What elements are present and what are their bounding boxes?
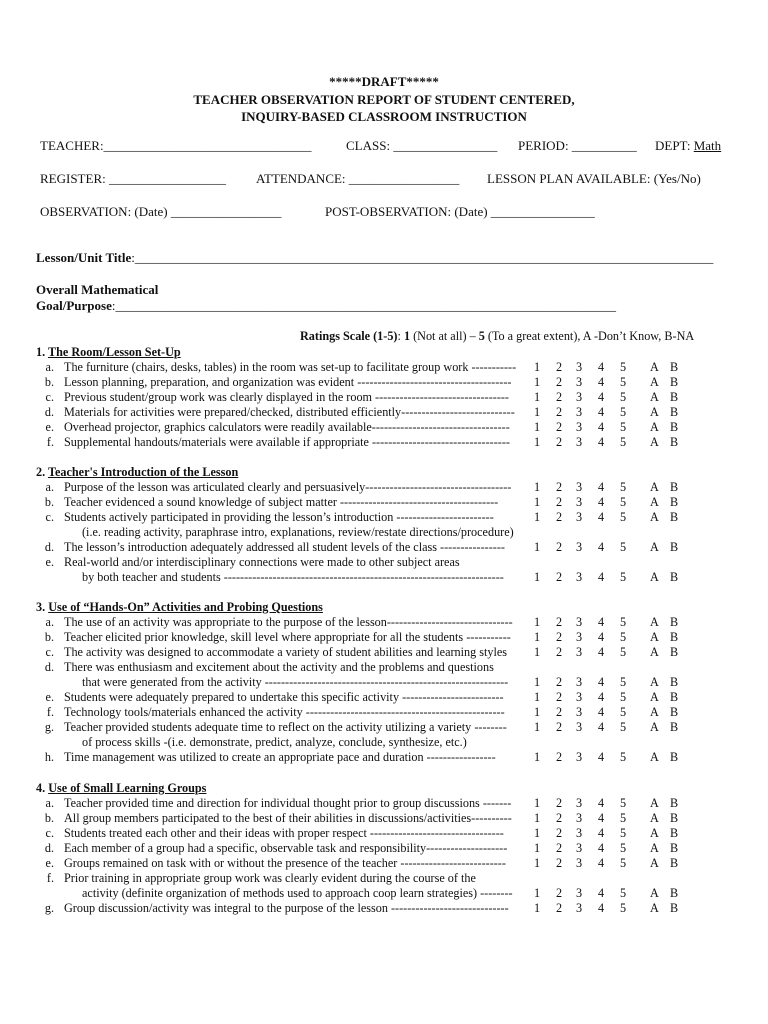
item-letter: a.	[45, 796, 54, 810]
rating-option[interactable]: 1	[534, 540, 541, 554]
rating-option[interactable]: 2	[556, 630, 563, 644]
rating-option[interactable]: 2	[556, 841, 563, 855]
section-number: 4.	[36, 781, 49, 795]
lesson-plan-field[interactable]: LESSON PLAN AVAILABLE: (Yes/No)	[487, 171, 701, 186]
rating-option[interactable]: 4	[598, 630, 605, 644]
rating-option[interactable]: 2	[556, 645, 563, 659]
rating-option[interactable]: 2	[556, 856, 563, 870]
rating-option[interactable]: 1	[534, 435, 541, 449]
item-text: There was enthusiasm and excitement about the activity and the problems and questions	[64, 660, 494, 674]
rating-option[interactable]: 5	[620, 615, 627, 629]
rating-option[interactable]: A	[650, 405, 659, 419]
rating-option[interactable]: 5	[620, 540, 627, 554]
item-letter: d.	[44, 540, 54, 554]
item-text-continued: that were generated from the activity ------------------------------------------------------------	[82, 675, 509, 689]
rating-option[interactable]: 2	[556, 435, 563, 449]
item-letter: g.	[44, 720, 54, 734]
rating-option[interactable]: 1	[534, 510, 541, 524]
rating-option[interactable]: 2	[556, 690, 563, 704]
rating-option[interactable]: A	[650, 901, 659, 915]
rating-option[interactable]: 1	[534, 405, 541, 419]
checklist-item	[0, 660, 768, 675]
rating-option[interactable]: 2	[556, 705, 563, 719]
rating-option[interactable]: 1	[534, 750, 541, 764]
rating-option[interactable]: 4	[598, 480, 605, 494]
rating-option[interactable]: A	[650, 796, 659, 810]
rating-option[interactable]: B	[670, 675, 679, 689]
rating-option[interactable]: 3	[576, 796, 583, 810]
item-text-continued: activity (definite organization of methods used to approach coop learn strategies) --------	[82, 886, 513, 900]
section-number: 2.	[36, 465, 48, 479]
rating-option[interactable]: 1	[534, 360, 541, 374]
rating-option[interactable]: 5	[620, 630, 627, 644]
item-letter: d.	[44, 405, 54, 419]
rating-option[interactable]: B	[670, 750, 679, 764]
rating-option[interactable]: 4	[598, 675, 605, 689]
goal-line: :_____________________________________________________________________________	[111, 298, 616, 313]
rating-option[interactable]: 5	[620, 390, 627, 404]
item-letter: c.	[45, 826, 54, 840]
rating-option[interactable]: 2	[556, 886, 563, 900]
rating-option[interactable]: 1	[534, 480, 541, 494]
rating-option[interactable]: 5	[620, 420, 627, 434]
item-text: Lesson planning, preparation, and organization was evident --------------------------------------	[64, 375, 512, 389]
rating-option[interactable]: 4	[598, 570, 605, 584]
rating-option[interactable]: 5	[620, 856, 627, 870]
item-text: Technology tools/materials enhanced the activity -------------------------------------------------	[64, 705, 505, 719]
rating-option[interactable]: B	[670, 690, 679, 704]
dept-label: DEPT:	[655, 138, 694, 153]
rating-option[interactable]: B	[670, 390, 679, 404]
rating-option[interactable]: 4	[598, 690, 605, 704]
rating-option[interactable]: 5	[620, 495, 627, 509]
rating-option[interactable]: 2	[556, 675, 563, 689]
rating-option[interactable]: A	[650, 705, 659, 719]
item-letter: g.	[44, 901, 54, 915]
rating-option[interactable]: A	[650, 375, 659, 389]
rating-option[interactable]: B	[670, 856, 679, 870]
rating-option[interactable]: A	[650, 630, 659, 644]
rating-option[interactable]: 2	[556, 720, 563, 734]
class-field[interactable]: CLASS: ________________	[346, 138, 498, 153]
rating-option[interactable]: 4	[598, 360, 605, 374]
rating-option[interactable]: 5	[620, 360, 627, 374]
observation-date-field[interactable]: OBSERVATION: (Date) _________________	[40, 204, 282, 219]
item-letter: b.	[44, 375, 54, 389]
rating-option[interactable]: 2	[556, 796, 563, 810]
rating-option[interactable]: 3	[576, 375, 583, 389]
item-text: The furniture (chairs, desks, tables) in the room was set-up to facilitate group work -----------	[64, 360, 517, 374]
rating-option[interactable]: 3	[576, 480, 583, 494]
rating-option[interactable]: 3	[576, 645, 583, 659]
goal-field[interactable]	[36, 298, 616, 314]
rating-option[interactable]: B	[670, 720, 679, 734]
rating-option[interactable]: 1	[534, 705, 541, 719]
rating-option[interactable]: 1	[534, 826, 541, 840]
rating-option[interactable]: 3	[576, 630, 583, 644]
rating-option[interactable]: 4	[598, 510, 605, 524]
item-text-continued: by both teacher and students ---------------------------------------------------------------------	[82, 570, 504, 584]
item-text: Students were adequately prepared to undertake this specific activity -------------------------	[64, 690, 504, 704]
draft-label: *****DRAFT*****	[329, 74, 439, 89]
item-text: The activity was designed to accommodate a variety of student abilities and learning styles	[64, 645, 508, 659]
item-letter: b.	[44, 495, 54, 509]
rating-option[interactable]: A	[650, 856, 659, 870]
item-text: Groups remained on task with or without the presence of the teacher --------------------------	[64, 856, 506, 870]
item-letter: f.	[46, 435, 54, 449]
rating-option[interactable]: 4	[598, 841, 605, 855]
rating-option[interactable]: 4	[598, 886, 605, 900]
section-number: 1.	[36, 345, 48, 359]
rating-option[interactable]: A	[650, 826, 659, 840]
rating-option[interactable]: 5	[620, 705, 627, 719]
rating-option[interactable]: 1	[534, 630, 541, 644]
ratings-scale-label: Ratings Scale (1-5)	[300, 329, 398, 343]
rating-option[interactable]: 3	[576, 405, 583, 419]
rating-option[interactable]: 4	[598, 811, 605, 825]
rating-option[interactable]: 4	[598, 720, 605, 734]
rating-option[interactable]: 4	[598, 375, 605, 389]
rating-option[interactable]: 2	[556, 570, 563, 584]
post-observation-date-field[interactable]: POST-OBSERVATION: (Date) ________________	[325, 204, 595, 219]
rating-option[interactable]: 2	[556, 750, 563, 764]
rating-option[interactable]: 1	[534, 420, 541, 434]
section-title: Use of “Hands-On” Activities and Probing Questions	[48, 600, 323, 614]
rating-option[interactable]: B	[670, 570, 679, 584]
item-text: Teacher provided time and direction for individual thought prior to group discussions -------	[64, 796, 512, 810]
rating-option[interactable]: A	[650, 615, 659, 629]
lesson-title-field[interactable]	[36, 250, 713, 266]
rating-option[interactable]: 2	[556, 826, 563, 840]
rating-option[interactable]: 1	[534, 720, 541, 734]
rating-option[interactable]: 4	[598, 826, 605, 840]
item-letter: c.	[45, 645, 54, 659]
ratings-scale-sep: :	[397, 329, 404, 343]
ratings-scale	[300, 329, 694, 344]
item-text: Teacher evidenced a sound knowledge of subject matter ---------------------------------------	[64, 495, 499, 509]
rating-option[interactable]: 5	[620, 405, 627, 419]
item-text: The lesson’s introduction adequately addressed all student levels of the class ----------------	[64, 540, 505, 554]
section-title: Use of Small Learning Groups	[48, 781, 207, 795]
rating-option[interactable]: 4	[598, 645, 605, 659]
rating-option[interactable]: 3	[576, 690, 583, 704]
item-text-continued: (i.e. reading activity, paraphrase intro, explanations, review/restate directions/procedure)	[82, 525, 514, 539]
checklist-item	[0, 871, 768, 886]
ratings-scale-mid: (Not at all) –	[410, 329, 479, 343]
rating-option[interactable]: 2	[556, 540, 563, 554]
rating-option[interactable]: 1	[534, 856, 541, 870]
section-title: The Room/Lesson Set-Up	[47, 345, 181, 359]
rating-option[interactable]: B	[670, 510, 679, 524]
rating-option[interactable]: B	[670, 360, 679, 374]
item-letter: d.	[44, 841, 54, 855]
rating-option[interactable]: B	[670, 630, 679, 644]
item-text: Time management was utilized to create an appropriate pace and duration -----------------	[64, 750, 496, 764]
rating-option[interactable]: 2	[556, 615, 563, 629]
rating-option[interactable]: A	[650, 886, 659, 900]
item-letter: e.	[45, 420, 54, 434]
report-title-line1: TEACHER OBSERVATION REPORT OF STUDENT CENTERED,	[193, 92, 575, 107]
rating-option[interactable]: 5	[620, 570, 627, 584]
rating-option[interactable]: 4	[598, 615, 605, 629]
item-letter: f.	[46, 705, 54, 719]
rating-option[interactable]: B	[670, 540, 679, 554]
rating-option[interactable]: 2	[556, 811, 563, 825]
rating-option[interactable]: B	[670, 435, 679, 449]
rating-option[interactable]: 3	[576, 615, 583, 629]
rating-option[interactable]: 3	[576, 675, 583, 689]
rating-option[interactable]: B	[670, 705, 679, 719]
rating-option[interactable]: 5	[620, 675, 627, 689]
ratings-scale-tail: (To a great extent), A -Don’t Know, B-NA	[484, 329, 695, 343]
rating-option[interactable]: 3	[576, 811, 583, 825]
rating-option[interactable]: 1	[534, 811, 541, 825]
rating-option[interactable]: 4	[598, 435, 605, 449]
rating-option[interactable]: 4	[598, 495, 605, 509]
rating-option[interactable]: A	[650, 570, 659, 584]
rating-option[interactable]: A	[650, 495, 659, 509]
rating-option[interactable]: 5	[620, 510, 627, 524]
ratings-scale-max: 5	[478, 329, 485, 343]
rating-option[interactable]: 4	[598, 705, 605, 719]
item-text: Materials for activities were prepared/checked, distributed efficiently----------------------------	[64, 405, 515, 419]
attendance-field[interactable]: ATTENDANCE: _________________	[256, 171, 460, 186]
rating-option[interactable]: A	[650, 480, 659, 494]
period-field[interactable]: PERIOD: __________	[518, 138, 637, 153]
rating-option[interactable]: 4	[598, 405, 605, 419]
item-letter: a.	[45, 480, 54, 494]
item-letter: e.	[45, 856, 54, 870]
rating-option[interactable]: 5	[620, 826, 627, 840]
rating-option[interactable]: 3	[576, 540, 583, 554]
rating-option[interactable]: 1	[534, 690, 541, 704]
item-text-continued: of process skills -(i.e. demonstrate, predict, analyze, conclude, synthesize, etc.)	[82, 735, 467, 749]
item-text: Teacher provided students adequate time to reflect on the activity utilizing a variety --------	[64, 720, 507, 734]
item-letter: h.	[44, 750, 54, 764]
item-letter: b.	[44, 630, 54, 644]
item-letter: b.	[44, 811, 54, 825]
rating-option[interactable]: B	[670, 796, 679, 810]
lesson-title-label: Lesson/Unit Title	[36, 250, 132, 265]
rating-option[interactable]: 3	[576, 390, 583, 404]
rating-option[interactable]: 1	[534, 886, 541, 900]
rating-option[interactable]: A	[650, 811, 659, 825]
dept-value: Math	[693, 138, 722, 153]
rating-option[interactable]: B	[670, 615, 679, 629]
rating-option[interactable]: 5	[620, 690, 627, 704]
rating-option[interactable]: 5	[620, 750, 627, 764]
rating-option[interactable]: 4	[598, 750, 605, 764]
section-heading	[36, 600, 323, 615]
rating-option[interactable]: B	[670, 405, 679, 419]
rating-option[interactable]: 2	[556, 390, 563, 404]
rating-option[interactable]: B	[670, 645, 679, 659]
item-text: Supplemental handouts/materials were available if appropriate ----------------------------------	[64, 435, 510, 449]
checklist-item	[0, 555, 768, 570]
rating-option[interactable]: 5	[620, 480, 627, 494]
rating-option[interactable]: 4	[598, 390, 605, 404]
rating-option[interactable]: 3	[576, 826, 583, 840]
rating-option[interactable]: A	[650, 690, 659, 704]
rating-option[interactable]: 4	[598, 420, 605, 434]
rating-option[interactable]: B	[670, 480, 679, 494]
rating-option[interactable]: 1	[534, 796, 541, 810]
item-text: Each member of a group had a specific, observable task and responsibility--------------------	[64, 841, 508, 855]
item-text: Group discussion/activity was integral to the purpose of the lesson -----------------------------	[64, 901, 509, 915]
rating-option[interactable]: 1	[534, 375, 541, 389]
rating-option[interactable]: 3	[576, 901, 583, 915]
rating-option[interactable]: 2	[556, 510, 563, 524]
section-heading	[36, 465, 238, 480]
rating-option[interactable]: 1	[534, 570, 541, 584]
rating-option[interactable]: 3	[576, 705, 583, 719]
item-text: All group members participated to the best of their abilities in discussions/activities----------	[64, 811, 512, 825]
rating-option[interactable]: 5	[620, 901, 627, 915]
item-text: Students treated each other and their ideas with proper respect ---------------------------------	[64, 826, 504, 840]
rating-option[interactable]: 3	[576, 886, 583, 900]
lesson-title-line: :_________________________________________________________________________________________	[131, 250, 714, 265]
rating-option[interactable]: 5	[620, 796, 627, 810]
rating-option[interactable]: A	[650, 841, 659, 855]
rating-option[interactable]: 1	[534, 495, 541, 509]
rating-option[interactable]: A	[650, 390, 659, 404]
item-text: Teacher elicited prior knowledge, skill level where appropriate for all the students -----------	[64, 630, 511, 644]
rating-option[interactable]: 5	[620, 886, 627, 900]
rating-option[interactable]: 5	[620, 811, 627, 825]
rating-option[interactable]: A	[650, 675, 659, 689]
item-letter: e.	[45, 555, 54, 569]
section-title: Teacher's Introduction of the Lesson	[47, 465, 239, 479]
section-heading	[36, 781, 206, 796]
rating-option[interactable]: 5	[620, 720, 627, 734]
item-text: Overhead projector, graphics calculators were readily available----------------------------------	[64, 420, 510, 434]
rating-option[interactable]: 1	[534, 901, 541, 915]
rating-option[interactable]: 2	[556, 360, 563, 374]
item-letter: e.	[45, 690, 54, 704]
rating-option[interactable]: 4	[598, 856, 605, 870]
rating-option[interactable]: 4	[598, 796, 605, 810]
rating-option[interactable]: 5	[620, 841, 627, 855]
rating-option[interactable]: 2	[556, 495, 563, 509]
rating-option[interactable]: B	[670, 420, 679, 434]
rating-option[interactable]: A	[650, 435, 659, 449]
ratings-scale-min: 1	[403, 329, 411, 343]
rating-option[interactable]: 4	[598, 901, 605, 915]
rating-option[interactable]: 5	[620, 435, 627, 449]
dept-field[interactable]	[655, 138, 721, 154]
rating-option[interactable]: B	[670, 886, 679, 900]
rating-option[interactable]: 3	[576, 856, 583, 870]
rating-option[interactable]: A	[650, 420, 659, 434]
rating-option[interactable]: 5	[620, 645, 627, 659]
rating-option[interactable]: B	[670, 375, 679, 389]
rating-option[interactable]: 3	[576, 570, 583, 584]
item-text: Previous student/group work was clearly displayed in the room ---------------------------------	[64, 390, 509, 404]
rating-option[interactable]: A	[650, 750, 659, 764]
rating-option[interactable]: B	[670, 495, 679, 509]
item-text: Purpose of the lesson was articulated clearly and persuasively------------------------------------	[64, 480, 512, 494]
rating-option[interactable]: 2	[556, 375, 563, 389]
rating-option[interactable]: 1	[534, 615, 541, 629]
item-text: Prior training in appropriate group work was clearly evident during the course of the	[64, 871, 476, 885]
rating-option[interactable]: A	[650, 645, 659, 659]
rating-option[interactable]: 3	[576, 510, 583, 524]
rating-option[interactable]: A	[650, 540, 659, 554]
section-number: 3.	[36, 600, 49, 614]
item-letter: c.	[45, 390, 54, 404]
item-text: Real-world and/or interdisciplinary connections were made to other subject areas	[64, 555, 460, 569]
rating-option[interactable]: B	[670, 826, 679, 840]
rating-option[interactable]: 1	[534, 390, 541, 404]
rating-option[interactable]: A	[650, 720, 659, 734]
rating-option[interactable]: B	[670, 841, 679, 855]
item-letter: c.	[45, 510, 54, 524]
rating-option[interactable]: 3	[576, 495, 583, 509]
rating-option[interactable]: 3	[576, 360, 583, 374]
goal-label-line1: Overall Mathematical	[36, 282, 159, 297]
item-letter: f.	[46, 871, 54, 885]
rating-option[interactable]: 3	[576, 841, 583, 855]
goal-label-line2: Goal/Purpose	[36, 298, 112, 313]
rating-option[interactable]: B	[670, 811, 679, 825]
rating-option[interactable]: 3	[576, 435, 583, 449]
rating-option[interactable]: 1	[534, 841, 541, 855]
rating-option[interactable]: 2	[556, 405, 563, 419]
rating-option[interactable]: 2	[556, 420, 563, 434]
teacher-field[interactable]: TEACHER:________________________________	[40, 138, 312, 153]
rating-option[interactable]: 4	[598, 540, 605, 554]
item-letter: d.	[44, 660, 54, 674]
rating-option[interactable]: 3	[576, 420, 583, 434]
register-field[interactable]: REGISTER: __________________	[40, 171, 226, 186]
item-letter: a.	[45, 360, 54, 374]
rating-option[interactable]: 3	[576, 750, 583, 764]
rating-option[interactable]: 1	[534, 645, 541, 659]
rating-option[interactable]: 2	[556, 901, 563, 915]
item-text: The use of an activity was appropriate to the purpose of the lesson-------------------------------	[64, 615, 513, 629]
section-heading	[36, 345, 181, 360]
rating-option[interactable]: 2	[556, 480, 563, 494]
rating-option[interactable]: A	[650, 510, 659, 524]
rating-option[interactable]: A	[650, 360, 659, 374]
rating-option[interactable]: 3	[576, 720, 583, 734]
rating-option[interactable]: 5	[620, 375, 627, 389]
rating-option[interactable]: B	[670, 901, 679, 915]
item-text: Students actively participated in providing the lesson’s introduction ------------------------	[64, 510, 494, 524]
item-letter: a.	[45, 615, 54, 629]
report-title-line2: INQUIRY-BASED CLASSROOM INSTRUCTION	[241, 109, 527, 124]
rating-option[interactable]: 1	[534, 675, 541, 689]
